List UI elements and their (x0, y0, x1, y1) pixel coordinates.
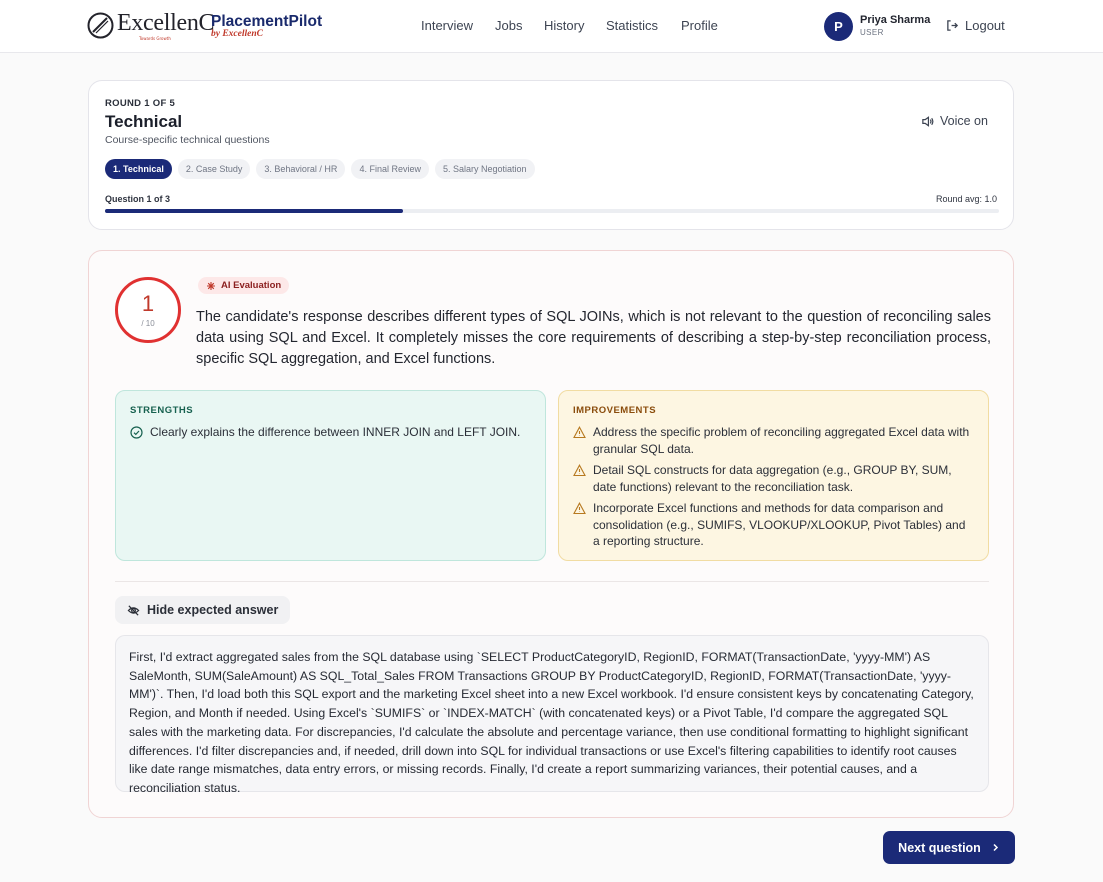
improvement-item (573, 462, 974, 495)
warning-icon (573, 464, 586, 477)
user-name: Priya Sharma (860, 14, 931, 26)
hide-expected-answer-label: Hide expected answer (147, 603, 279, 617)
product-subtitle: by ExcellenC (211, 29, 263, 39)
improvement-text: Detail SQL constructs for data aggregation (e.g., GROUP BY, SUM, date functions) relevant to the reconciliation task. (593, 463, 952, 494)
round-average: Round avg: 1.0 (935, 194, 997, 204)
score-ring (115, 277, 181, 343)
step-case-study[interactable]: 2. Case Study (178, 159, 251, 179)
step-salary-negotiation[interactable]: 5. Salary Negotiation (435, 159, 535, 179)
strengths-panel (115, 390, 546, 561)
logout-icon (946, 19, 959, 32)
brand-name[interactable]: ExcellenC (117, 10, 215, 36)
voice-toggle[interactable] (921, 114, 988, 128)
avatar[interactable]: P (824, 12, 853, 41)
hide-expected-answer-button[interactable] (115, 596, 290, 624)
nav-history[interactable]: History (544, 18, 585, 33)
voice-label: Voice on (940, 114, 988, 128)
round-label: ROUND 1 OF 5 (105, 98, 176, 109)
top-navbar (0, 0, 1103, 53)
strengths-title: STRENGTHS (130, 405, 194, 416)
warning-icon (573, 502, 586, 515)
step-technical[interactable]: 1. Technical (105, 159, 172, 179)
ai-evaluation-badge (198, 277, 289, 294)
improvements-panel (558, 390, 989, 561)
step-final-review[interactable]: 4. Final Review (351, 159, 429, 179)
round-steps (105, 159, 535, 179)
improvement-text: Address the specific problem of reconciling aggregated Excel data with granular SQL data. (593, 425, 970, 456)
nav-interview[interactable]: Interview (421, 18, 474, 33)
evaluation-summary: The candidate's response describes different types of SQL JOINs, which is not relevant to the question of reconciling sales data using SQL and Excel. It completely misses the core requirements of describing a step-by-step reconciliation process, specific SQL aggregation, and Excel functions. (196, 309, 991, 367)
chevron-right-icon (991, 843, 1000, 852)
eye-off-icon (127, 604, 140, 617)
score-max: / 10 (141, 319, 155, 328)
evaluation-card (88, 250, 1014, 818)
improvement-item (573, 424, 974, 457)
strength-item (130, 424, 531, 441)
warning-icon (573, 426, 586, 439)
ai-evaluation-label: AI Evaluation (221, 280, 282, 291)
nav-statistics[interactable]: Statistics (606, 18, 659, 33)
expected-answer: First, I'd extract aggregated sales from the SQL database using `SELECT ProductCategoryID, RegionID, FORMAT(TransactionDate, 'yyyy-MM') AS SaleMonth, SUM(SaleAmount) AS SQL_Total_Sales FROM Transactions GROUP BY ProductCategoryID, RegionID, FORMAT(TransactionDate, 'yyyy-MM')`. Then, I'd load both this SQL export and the marketing Excel sheet into a new Excel workbook. I'd ensure consistent keys by concatenating Category, Region, and Month if needed. Using Excel's `SUMIFS` or `INDEX-MATCH` (with concatenated keys) or a Pivot Table, I'd compare the aggregated SQL sales with the marketing data. For discrepancies, I'd calculate the absolute and percentage variance, then use conditional formatting to highlight significant differences. I'd filter discrepancies and, if needed, drill down into SQL for individual transactions or use Excel's filtering capabilities to identify root causes like date range mismatches, data entry errors, or missing records. Finally, I'd create a report summarizing variances, their potential causes, and a reconciliation status. (115, 635, 989, 792)
step-behavioral-hr[interactable]: 3. Behavioral / HR (256, 159, 345, 179)
next-question-button[interactable] (883, 831, 1015, 864)
question-counter: Question 1 of 3 (105, 194, 171, 204)
question-progress-bar (105, 209, 999, 213)
sparkle-icon (206, 281, 216, 291)
improvements-title: IMPROVEMENTS (573, 405, 657, 416)
next-question-label: Next question (898, 840, 981, 855)
logout-button[interactable] (946, 18, 1005, 33)
logout-label: Logout (965, 18, 1005, 33)
improvement-item (573, 500, 974, 550)
brand-tagline: Towards Growth (139, 36, 171, 41)
improvement-text: Incorporate Excel functions and methods for data comparison and consolidation (e.g., SUMIFS, VLOOKUP/XLOOKUP, Pivot Tables) and a reporting structure. (593, 501, 966, 548)
speaker-icon (921, 115, 934, 128)
question-progress-fill (105, 209, 403, 213)
nav-profile[interactable]: Profile (681, 18, 718, 33)
round-description: Course-specific technical questions (105, 134, 270, 146)
score-value: 1 (141, 291, 155, 316)
check-circle-icon (130, 426, 143, 439)
nav-jobs[interactable]: Jobs (495, 18, 523, 33)
round-card (88, 80, 1014, 230)
strength-text: Clearly explains the difference between INNER JOIN and LEFT JOIN. (150, 425, 521, 439)
product-title[interactable]: PlacementPilot (211, 13, 323, 30)
section-divider (115, 581, 989, 582)
user-role: USER (860, 28, 884, 37)
round-title: Technical (105, 112, 183, 131)
brand-logo-icon[interactable] (87, 12, 114, 39)
